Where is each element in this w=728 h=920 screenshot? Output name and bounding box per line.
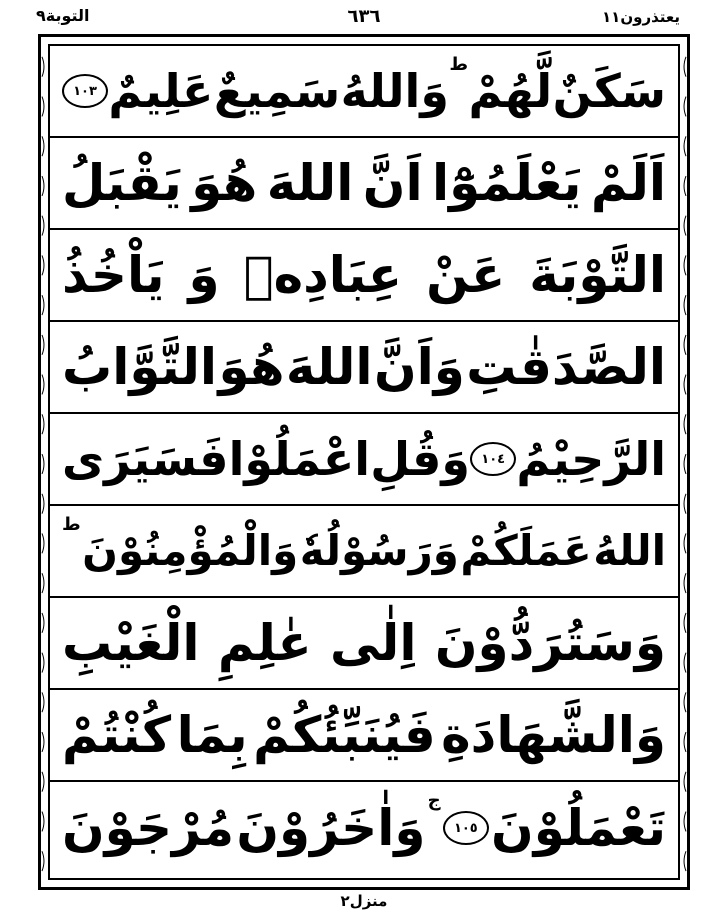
text-line — [50, 506, 678, 598]
text-line — [50, 46, 678, 138]
page-number: ٦٣٦ — [347, 6, 381, 27]
arabic-word: الرَّحِيْمُ — [516, 432, 666, 486]
arabic-word: وَاللهُ — [340, 64, 449, 118]
arabic-word: الْغَيْبِ — [62, 614, 200, 672]
arabic-word: التَّوَّابُ — [62, 338, 218, 396]
arabic-word: يَقْبَلُ — [62, 154, 182, 212]
text-line — [50, 598, 678, 690]
arabic-word: عَلِيمٌ — [108, 64, 214, 118]
arabic-word: اَنَّ — [362, 154, 423, 212]
arabic-word: وَالْمُؤْمِنُوْنَ — [82, 526, 299, 575]
arabic-word: وَسَتُرَدُّوْنَ — [434, 614, 666, 672]
arabic-word: اللهَ — [285, 338, 373, 396]
text-lines — [50, 46, 678, 878]
arabic-word: هُوَ — [191, 154, 258, 212]
arabic-word: عَنْ — [426, 246, 506, 304]
arabic-word: عِبَادِهٖ — [243, 246, 403, 304]
arabic-word: اَلَمْ — [590, 154, 666, 212]
arabic-word: كُنْتُمْ — [62, 706, 172, 764]
arabic-word: وَ — [188, 246, 220, 304]
waqf-mark: ج — [427, 790, 441, 811]
page-header — [0, 0, 728, 32]
text-line — [50, 322, 678, 414]
arabic-word: فَسَيَرَى — [62, 432, 229, 486]
arabic-word: يَاْخُذُ — [62, 246, 165, 304]
para-name: يعتذرون١١ — [602, 8, 680, 26]
arabic-word: تَعْمَلُوْنَ — [491, 799, 666, 857]
text-line — [50, 138, 678, 230]
arabic-word: بِمَا — [176, 706, 248, 764]
arabic-word: مُرْجَوْنَ — [62, 799, 235, 857]
arabic-word: الصَّدَقٰتِ — [466, 338, 666, 396]
arabic-word: وَاٰخَرُوْنَ — [236, 799, 426, 857]
arabic-word: فَيُنَبِّئُكُمْ — [253, 706, 436, 764]
arabic-word: اعْمَلُوْا — [228, 432, 371, 486]
arabic-word: سَكَنٌ — [552, 64, 666, 118]
arabic-word: وَاَنَّ — [373, 338, 465, 396]
page-frame — [38, 34, 690, 890]
surah-name: التوبة٩ — [36, 6, 90, 25]
arabic-word: وَرَسُوْلُهٗ — [299, 526, 459, 575]
arabic-word: لَّهُمْ — [468, 64, 553, 118]
manzil-label: منزل٢ — [340, 892, 388, 910]
arabic-word: التَّوْبَةَ — [529, 246, 666, 304]
waqf-mark: ط — [449, 54, 469, 75]
ayah-number-marker: ١٠٤ — [470, 442, 516, 476]
waqf-mark: ط — [62, 514, 81, 535]
text-line — [50, 782, 678, 874]
arabic-word: اِلٰى — [329, 614, 417, 672]
arabic-word: يَعْلَمُوْٓا — [432, 154, 582, 212]
arabic-word: اللهُ — [593, 526, 666, 575]
ayah-number-marker: ١٠٣ — [62, 74, 108, 108]
ayah-number-marker: ١٠٥ — [443, 811, 489, 845]
arabic-word: عٰلِمِ — [217, 614, 312, 672]
arabic-word: وَالشَّهَادَةِ — [441, 706, 666, 764]
arabic-word: عَمَلَكُمْ — [460, 526, 592, 575]
text-line — [50, 690, 678, 782]
arabic-word: هُوَ — [218, 338, 285, 396]
arabic-word: اللهَ — [266, 154, 354, 212]
text-line — [50, 230, 678, 322]
text-line — [50, 414, 678, 506]
arabic-word: سَمِيعٌ — [213, 64, 341, 118]
arabic-word: وَقُلِ — [370, 432, 471, 486]
